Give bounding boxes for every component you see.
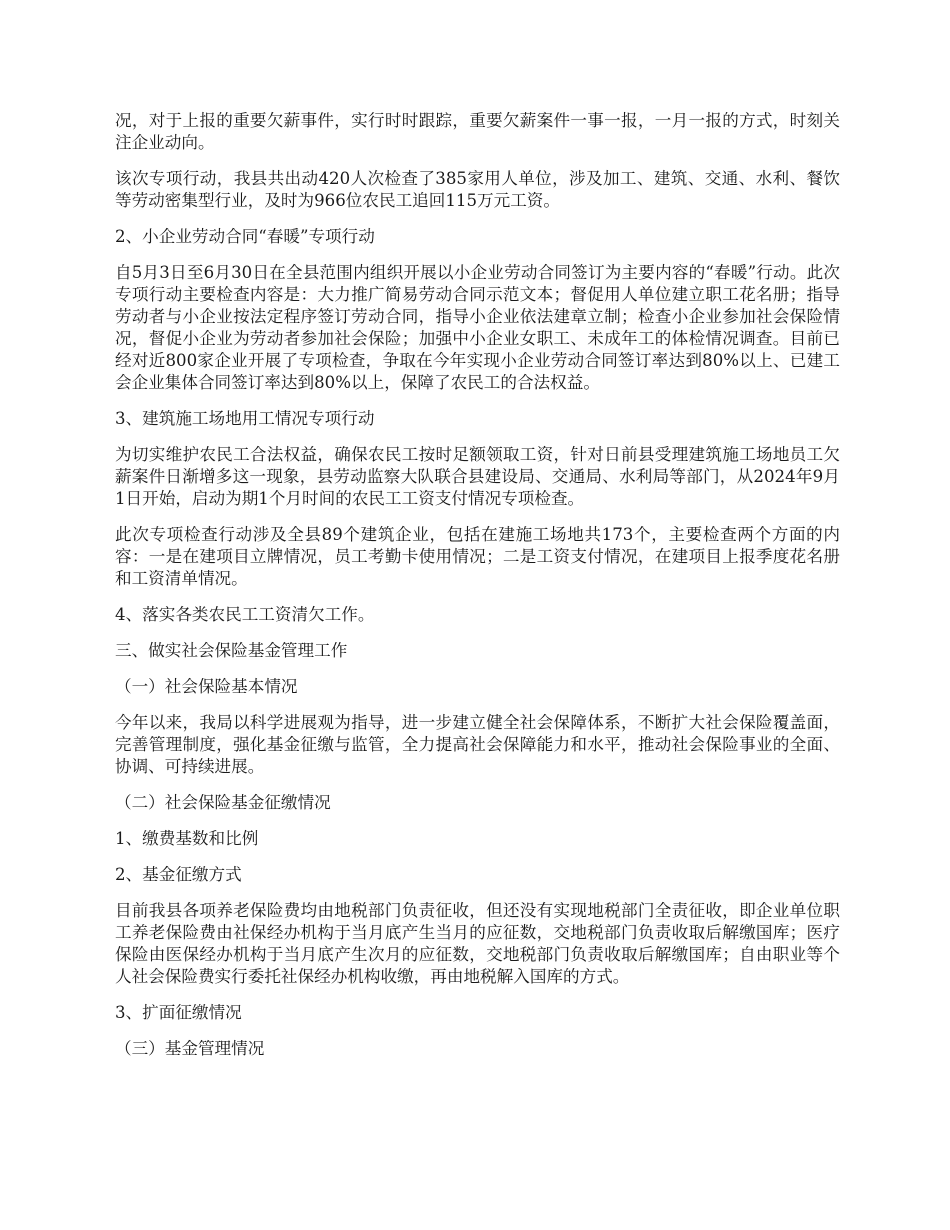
paragraph-continuation: 况，对于上报的重要欠薪事件，实行时时跟踪，重要欠薪案件一事一报，一月一报的方式，时刻关注企业动向。 bbox=[115, 111, 840, 152]
heading-contribution-base: 1、缴费基数和比例 bbox=[115, 829, 259, 848]
heading-fund-management: （三）基金管理情况 bbox=[115, 1039, 265, 1058]
heading-insurance-basics: （一）社会保险基本情况 bbox=[115, 677, 298, 696]
heading-collection-method: 2、基金征缴方式 bbox=[115, 865, 242, 884]
paragraph-spring-action: 自5月3日至6月30日在全县范围内组织开展以小企业劳动合同签订为主要内容的“春暖”行动。此次专项行动主要检查内容是：大力推广简易劳动合同示范文本；督促用人单位建立职工花名册；指导劳动者与小企业按法定程序签订劳动合同，指导小企业依法建章立制；检查小企业参加社会保险情况，督促小企业为劳动者参加社会保险；加强中小企业女职工、未成年工的体检情况调查。目前已经对近800家企业开展了专项检查，争取在今年实现小企业劳动合同签订率达到80%以上、已建工会企业集体合同签订率达到80%以上，保障了农民工的合法权益。 bbox=[115, 263, 840, 392]
heading-social-insurance-fund: 三、做实社会保险基金管理工作 bbox=[115, 641, 348, 660]
heading-wage-arrears: 4、落实各类农民工工资清欠工作。 bbox=[115, 605, 375, 624]
heading-spring-action: 2、小企业劳动合同“春暖”专项行动 bbox=[115, 227, 375, 246]
document-body bbox=[115, 110, 840, 1074]
paragraph-construction-inspection: 此次专项检查行动涉及全县89个建筑企业，包括在建施工场地共173个，主要检查两个方面的内容：一是在建项目立牌情况，员工考勤卡使用情况；二是工资支付情况，在建项目上报季度花名册和工资清单情况。 bbox=[115, 525, 840, 588]
paragraph-collection-method: 目前我县各项养老保险费均由地税部门负责征收，但还没有实现地税部门全责征收，即企业单位职工养老保险费由社保经办机构于当月底产生当月的应征数，交地税部门负责收取后解缴国库；医疗保险由医保经办机构于当月底产生次月的应征数，交地税部门负责收取后解缴国库；自由职业等个人社会保险费实行委托社保经办机构收缴，再由地税解入国库的方式。 bbox=[115, 901, 840, 986]
heading-construction-action: 3、建筑施工场地用工情况专项行动 bbox=[115, 409, 375, 428]
heading-fund-collection: （二）社会保险基金征缴情况 bbox=[115, 793, 331, 812]
paragraph-construction-action: 为切实维护农民工合法权益，确保农民工按时足额领取工资，针对日前县受理建筑施工场地员工欠薪案件日渐增多这一现象，县劳动监察大队联合县建设局、交通局、水利局等部门，从2024年9月1日开始，启动为期1个月时间的农民工工资支付情况专项检查。 bbox=[115, 445, 840, 508]
heading-expansion-collection: 3、扩面征缴情况 bbox=[115, 1003, 242, 1022]
paragraph-insurance-basics: 今年以来，我局以科学进展观为指导，进一步建立健全社会保障体系，不断扩大社会保险覆盖面，完善管理制度，强化基金征缴与监管，全力提高社会保障能力和水平，推动社会保险事业的全面、协调、可持续进展。 bbox=[115, 713, 840, 776]
paragraph-inspection-summary: 该次专项行动，我县共出动420人次检查了385家用人单位，涉及加工、建筑、交通、水利、餐饮等劳动密集型行业，及时为966位农民工追回115万元工资。 bbox=[115, 169, 840, 210]
